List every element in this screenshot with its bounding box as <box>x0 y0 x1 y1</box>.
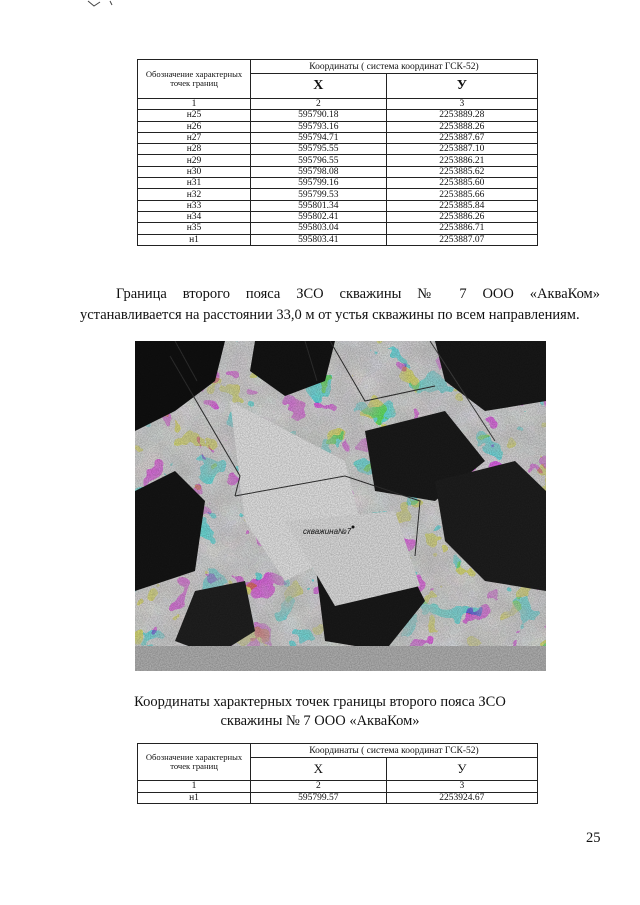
paragraph-line-2: устанавливается на расстоянии 33,0 м от устья скважины по всем направлениям. <box>80 307 580 323</box>
x-cell: 595793.16 <box>251 121 387 132</box>
table-row <box>138 155 538 166</box>
point-cell: н33 <box>138 200 251 211</box>
y-cell: 2253888.26 <box>386 121 537 132</box>
x-cell: 595802.41 <box>251 211 387 222</box>
index-row <box>138 99 538 110</box>
y-cell: 2253885.84 <box>386 200 537 211</box>
x-header: X <box>251 74 387 99</box>
coords-system-header: Координаты ( система координат ГСК-52) <box>251 60 538 74</box>
well-marker <box>352 526 355 529</box>
designation-header: Обозначение характерных точек границ <box>138 744 251 781</box>
point-cell: н1 <box>138 234 251 245</box>
point-cell: н1 <box>138 792 251 804</box>
table-row <box>138 132 538 143</box>
paragraph-line-1: Граница второго пояса ЗСО скважины № 7 ООО «АкваКом» <box>116 286 600 302</box>
y-cell: 2253886.26 <box>386 211 537 222</box>
point-cell: н25 <box>138 110 251 121</box>
point-cell: н31 <box>138 178 251 189</box>
caption-line-1: Координаты характерных точек границы второго пояса ЗСО <box>134 694 506 710</box>
coordinates-table-2 <box>137 743 538 804</box>
x-header: X <box>251 758 387 781</box>
y-cell: 2253924.67 <box>386 792 537 804</box>
table-row <box>138 211 538 222</box>
point-cell: н26 <box>138 121 251 132</box>
y-cell: 2253887.10 <box>386 144 537 155</box>
y-cell: 2253889.28 <box>386 110 537 121</box>
x-cell: 595798.08 <box>251 166 387 177</box>
index-cell: 3 <box>386 781 537 793</box>
table-row <box>138 189 538 200</box>
x-cell: 595803.04 <box>251 223 387 234</box>
point-cell: н32 <box>138 189 251 200</box>
x-cell: 595790.18 <box>251 110 387 121</box>
well-label: скважина№7 <box>303 527 352 536</box>
scan-artifact <box>86 0 126 10</box>
x-cell: 595799.16 <box>251 178 387 189</box>
x-cell: 595795.55 <box>251 144 387 155</box>
y-cell: 2253886.71 <box>386 223 537 234</box>
x-cell: 595799.57 <box>251 792 387 804</box>
index-cell: 3 <box>386 99 537 110</box>
table-row <box>138 234 538 245</box>
table-row <box>138 144 538 155</box>
caption-line-2: скважины № 7 ООО «АкваКом» <box>220 713 420 729</box>
coordinates-table-1 <box>137 59 538 246</box>
aerial-photo-drawing <box>135 341 546 671</box>
point-cell: н34 <box>138 211 251 222</box>
aerial-photo <box>135 341 546 671</box>
table-row <box>138 223 538 234</box>
y-cell: 2253886.21 <box>386 155 537 166</box>
boundary-paragraph <box>80 284 600 326</box>
table-2-caption <box>120 693 520 731</box>
y-cell: 2253885.60 <box>386 178 537 189</box>
y-cell: 2253887.07 <box>386 234 537 245</box>
index-cell: 1 <box>138 781 251 793</box>
y-cell: 2253887.67 <box>386 132 537 143</box>
y-header: У <box>386 74 537 99</box>
table-row <box>138 792 538 804</box>
point-cell: н30 <box>138 166 251 177</box>
page-number: 25 <box>586 830 601 846</box>
x-cell: 595801.34 <box>251 200 387 211</box>
index-cell: 2 <box>251 781 387 793</box>
y-cell: 2253885.66 <box>386 189 537 200</box>
x-cell: 595799.53 <box>251 189 387 200</box>
point-cell: н29 <box>138 155 251 166</box>
coords-system-header: Координаты ( система координат ГСК-52) <box>251 744 538 758</box>
designation-header: Обозначение характерных точек границ <box>138 60 251 99</box>
point-cell: н28 <box>138 144 251 155</box>
table-row <box>138 200 538 211</box>
index-cell: 1 <box>138 99 251 110</box>
table-row <box>138 178 538 189</box>
x-cell: 595794.71 <box>251 132 387 143</box>
point-cell: н35 <box>138 223 251 234</box>
table-row <box>138 166 538 177</box>
point-cell: н27 <box>138 132 251 143</box>
x-cell: 595803.41 <box>251 234 387 245</box>
index-cell: 2 <box>251 99 387 110</box>
index-row <box>138 781 538 793</box>
table-row <box>138 110 538 121</box>
x-cell: 595796.55 <box>251 155 387 166</box>
table-row <box>138 121 538 132</box>
y-cell: 2253885.62 <box>386 166 537 177</box>
y-header: У <box>386 758 537 781</box>
